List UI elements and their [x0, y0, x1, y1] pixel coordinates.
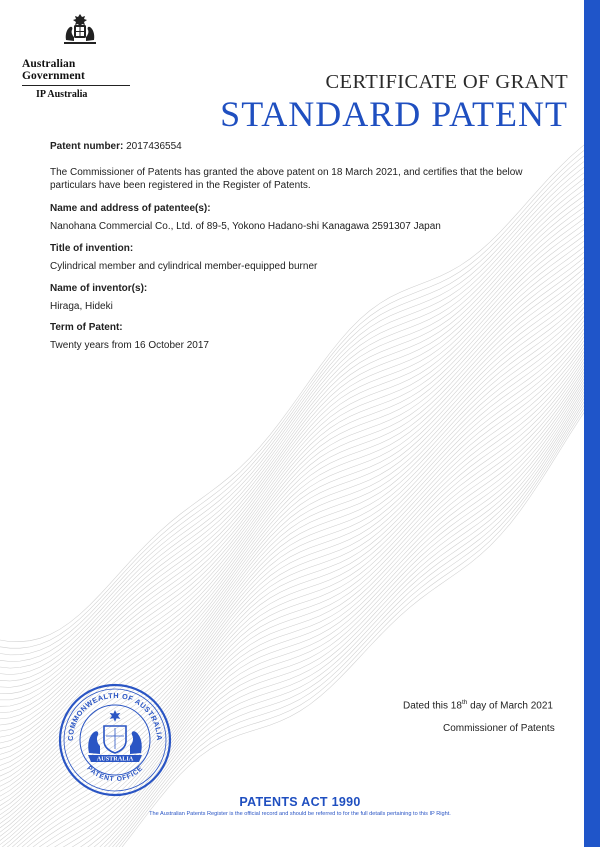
government-logo — [22, 12, 134, 100]
dated-line — [403, 699, 553, 711]
title-value: Cylindrical member and cylindrical member-equipped burner — [50, 261, 318, 272]
patents-act-heading: PATENTS ACT 1990 — [239, 795, 361, 809]
term-label: Term of Patent: — [50, 322, 123, 333]
commissioner-title: Commissioner of Patents — [443, 723, 555, 734]
dated-ordinal: th — [461, 699, 468, 706]
title-label: Title of invention: — [50, 243, 134, 254]
dated-prefix: Dated this 18 — [403, 700, 462, 712]
seal-band-text: AUSTRALIA — [96, 755, 134, 763]
patentee-value: Nanohana Commercial Co., Ltd. of 89-5, Yokono Hadano-shi Kanagawa 2591307 Japan — [50, 221, 441, 232]
wave-line — [0, 217, 600, 737]
seal-top-text: COMMONWEALTH OF AUSTRALIA — [65, 690, 165, 742]
standard-patent-title: STANDARD PATENT — [220, 94, 568, 134]
logo-divider — [22, 85, 130, 86]
patent-number-label: Patent number: — [50, 141, 124, 152]
inventor-value: Hiraga, Hideki — [50, 301, 113, 312]
patent-number-value: 2017436554 — [126, 141, 182, 152]
grant-statement: The Commissioner of Patents has granted the above patent on 18 March 2021, and certifies that the below particulars have been registered in the Register of Patents. — [50, 167, 523, 191]
coat-of-arms-icon — [60, 12, 100, 48]
term-value: Twenty years from 16 October 2017 — [50, 340, 209, 351]
patentee-label: Name and address of patentee(s): — [50, 203, 211, 214]
government-name: Australian Government — [22, 58, 85, 82]
agency-name: IP Australia — [36, 89, 88, 100]
patent-number-row — [50, 140, 182, 153]
wave-line — [0, 161, 600, 675]
patent-office-seal-icon — [58, 683, 172, 797]
wave-line — [0, 178, 600, 694]
seal-bottom-text: PATENT OFFICE — [85, 764, 145, 784]
blue-side-bar — [584, 0, 600, 847]
dated-suffix: day of March 2021 — [467, 700, 553, 712]
inventor-label: Name of inventor(s): — [50, 283, 148, 294]
certificate-of-grant-heading: CERTIFICATE OF GRANT — [325, 71, 568, 93]
register-footnote: The Australian Patents Register is the official record and should be referred to for the full details pertaining to this IP Right. — [149, 811, 451, 817]
